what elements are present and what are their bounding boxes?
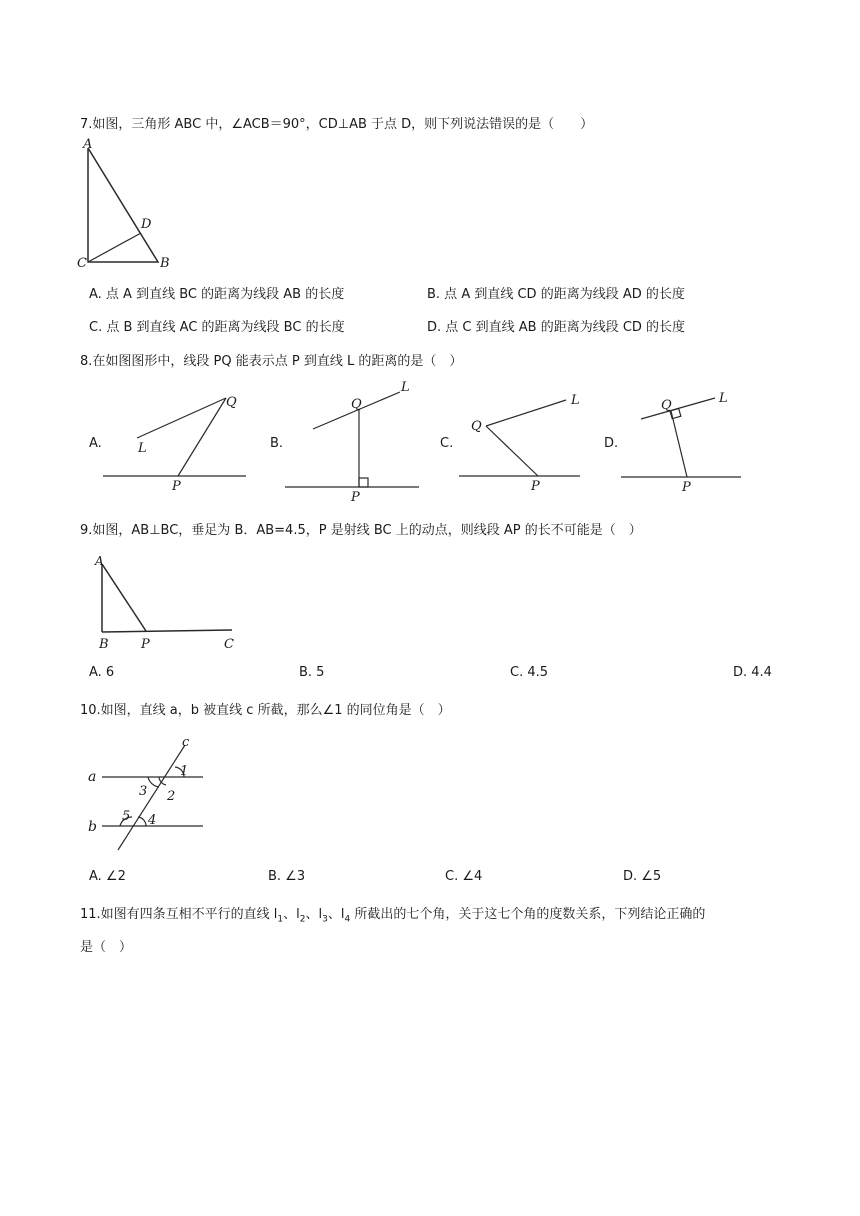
q10-label-1: 1 bbox=[180, 764, 189, 779]
q8-figure-d bbox=[619, 386, 769, 495]
q8-option-b-label[interactable]: B. bbox=[270, 436, 284, 451]
q10-option-a[interactable]: A. ∠2 bbox=[89, 869, 126, 884]
q10-option-d[interactable]: D. ∠5 bbox=[623, 869, 662, 884]
q9-label-P: P bbox=[141, 637, 150, 652]
q10-label-3: 3 bbox=[139, 784, 148, 799]
q9-option-b[interactable]: B. 5 bbox=[299, 665, 325, 680]
q7-option-a[interactable]: A. 点 A 到直线 BC 的距离为线段 AB 的长度 bbox=[89, 287, 345, 302]
q7-option-b[interactable]: B. 点 A 到直线 CD 的距离为线段 AD 的长度 bbox=[427, 287, 685, 302]
q8a-label-L: L bbox=[138, 441, 147, 456]
q9-option-d[interactable]: D. 4.4 bbox=[733, 665, 772, 680]
q7-figure bbox=[78, 136, 178, 276]
q9-label-B: B bbox=[99, 637, 109, 652]
q7-stem: 7.如图，三角形 ABC 中，∠ACB＝90°，CD⊥AB 于点 D，则下列说法错误的是（ ） bbox=[80, 117, 594, 132]
q10-figure bbox=[86, 733, 226, 858]
q8c-label-P: P bbox=[531, 479, 540, 494]
q8a-label-Q: Q bbox=[226, 395, 237, 410]
q10-label-a: a bbox=[88, 769, 97, 785]
q7-label-B: B bbox=[160, 256, 170, 271]
q9-label-A: A bbox=[95, 554, 104, 568]
q10-option-c[interactable]: C. ∠4 bbox=[445, 869, 483, 884]
q7-option-c[interactable]: C. 点 B 到直线 AC 的距离为线段 BC 的长度 bbox=[89, 320, 345, 335]
q11-stem-part1: 11.如图有四条互相不平行的直线 l bbox=[80, 907, 278, 922]
q8d-label-P: P bbox=[682, 480, 691, 495]
q8d-label-L: L bbox=[719, 391, 728, 406]
q10-option-b[interactable]: B. ∠3 bbox=[268, 869, 306, 884]
q10-stem: 10.如图，直线 a，b 被直线 c 所截，那么∠1 的同位角是（ ） bbox=[80, 703, 451, 718]
q11-sep-2: 、l bbox=[305, 907, 323, 922]
q7-option-d[interactable]: D. 点 C 到直线 AB 的距离为线段 CD 的长度 bbox=[427, 320, 686, 335]
q8-figure-c bbox=[456, 390, 606, 494]
q10-label-4: 4 bbox=[148, 813, 157, 828]
q8c-label-L: L bbox=[571, 393, 580, 408]
q7-label-C: C bbox=[77, 256, 87, 271]
q8-figure-b bbox=[283, 377, 433, 505]
q9-option-a[interactable]: A. 6 bbox=[89, 665, 115, 680]
q9-stem: 9.如图，AB⊥BC，垂足为 B．AB=4.5，P 是射线 BC 上的动点，则线段 AP 的长不可能是（ ） bbox=[80, 523, 642, 538]
q11-sub-3: 3 bbox=[322, 914, 328, 925]
q11-sub-2: 2 bbox=[299, 914, 306, 925]
q11-sep-1: 、l bbox=[283, 907, 300, 922]
q11-stem-part2: 所截出的七个角，关于这七个角的度数关系，下列结论正确的 bbox=[350, 907, 706, 922]
q9-label-C: C bbox=[224, 637, 234, 652]
q8-option-c-label[interactable]: C. bbox=[440, 436, 454, 451]
q11-sub-1: 1 bbox=[277, 914, 284, 925]
q9-option-c[interactable]: C. 4.5 bbox=[510, 665, 549, 680]
q10-label-c: c bbox=[182, 735, 190, 750]
q8a-label-P: P bbox=[172, 479, 181, 494]
q8c-label-Q: Q bbox=[471, 419, 482, 434]
q11-sub-4: 4 bbox=[344, 914, 351, 925]
q7-label-D: D bbox=[141, 217, 152, 232]
q8b-label-P: P bbox=[351, 490, 360, 505]
q10-label-5: 5 bbox=[122, 809, 131, 824]
q8d-label-Q: Q bbox=[661, 398, 672, 413]
q7-label-A: A bbox=[83, 137, 93, 152]
q8b-label-L: L bbox=[401, 380, 410, 395]
q8-option-d-label[interactable]: D. bbox=[604, 436, 619, 451]
q8b-label-Q: Q bbox=[351, 397, 362, 412]
q11-stem-line2: 是（ ） bbox=[80, 940, 133, 955]
q9-figure bbox=[90, 552, 270, 652]
q8-option-a-label[interactable]: A. bbox=[89, 436, 102, 451]
q11-sep-3: 、l bbox=[327, 907, 345, 922]
q8-figure-a bbox=[100, 390, 250, 494]
q8-stem: 8.在如图图形中，线段 PQ 能表示点 P 到直线 L 的距离的是（ ） bbox=[80, 354, 463, 369]
q10-label-2: 2 bbox=[167, 789, 176, 804]
q11-stem bbox=[80, 903, 705, 925]
q10-label-b: b bbox=[88, 819, 97, 835]
